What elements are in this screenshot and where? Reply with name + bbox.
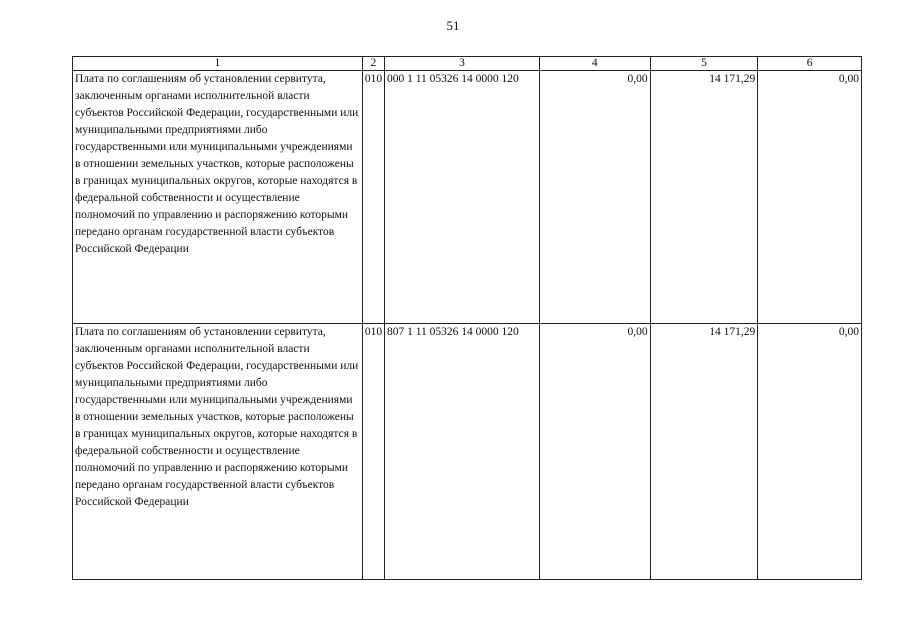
column-header-3: 3 [384, 57, 539, 71]
table-header-row [73, 57, 862, 71]
row-description: Плата по соглашениям об установлении сервитута, заключенным органами исполнительной власти субъектов Российской Федерации, государственными или муниципальными предприятиями либо государственными или муниципальными учреждениями в отношении земельных участков, которые расположены в границах муниципальных округов, которые находятся в федеральной собственности и осуществление полномочий по управлению и распоряжению которыми передано органам государственной власти субъектов Российской Федерации [73, 71, 363, 324]
row-value-col6: 0,00 [758, 324, 862, 580]
budget-table [72, 56, 862, 580]
row-value-col4: 0,00 [539, 71, 650, 324]
column-header-6: 6 [758, 57, 862, 71]
table-row [73, 324, 862, 580]
page-number: 51 [446, 18, 460, 33]
row-line-code: 010 [362, 324, 384, 580]
row-value-col5: 14 171,29 [650, 324, 758, 580]
column-header-4: 4 [539, 57, 650, 71]
column-header-2: 2 [362, 57, 384, 71]
row-line-code: 010 [362, 71, 384, 324]
table-row [73, 71, 862, 324]
row-description: Плата по соглашениям об установлении сервитута, заключенным органами исполнительной власти субъектов Российской Федерации, государственными или муниципальными предприятиями либо государственными или муниципальными учреждениями в отношении земельных участков, которые расположены в границах муниципальных округов, которые находятся в федеральной собственности и осуществление полномочий по управлению и распоряжению которыми передано органам государственной власти субъектов Российской Федерации [73, 324, 363, 580]
row-budget-classification-code: 807 1 11 05326 14 0000 120 [384, 324, 539, 580]
row-budget-classification-code: 000 1 11 05326 14 0000 120 [384, 71, 539, 324]
column-header-5: 5 [650, 57, 758, 71]
column-header-1: 1 [73, 57, 363, 71]
row-value-col6: 0,00 [758, 71, 862, 324]
row-value-col4: 0,00 [539, 324, 650, 580]
row-value-col5: 14 171,29 [650, 71, 758, 324]
